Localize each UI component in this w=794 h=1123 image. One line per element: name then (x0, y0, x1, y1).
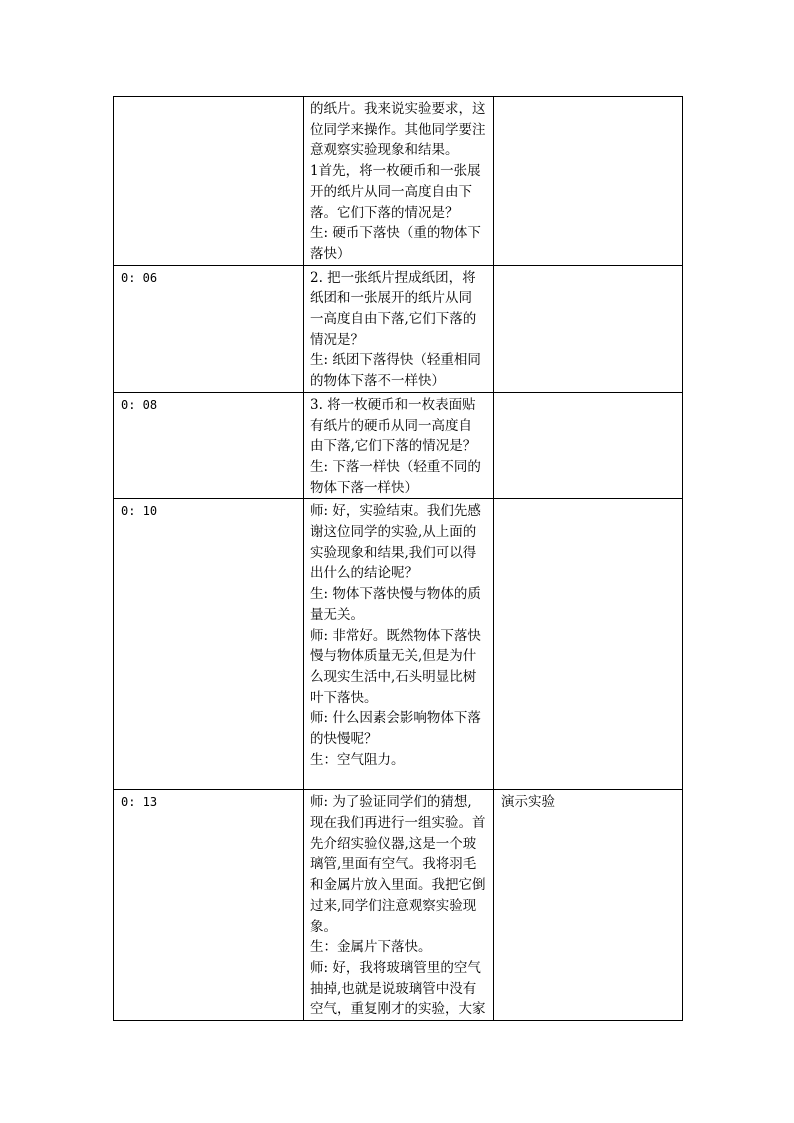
time-label: 0: 10 (121, 504, 158, 519)
dialogue-line: 谢这位同学的实验,从上面的 (310, 524, 477, 541)
lesson-plan-table (113, 96, 683, 1021)
dialogue-line: 3. 将一枚硬币和一枚表面贴 (310, 396, 476, 413)
time-cell (114, 265, 304, 392)
dialogue-line: 空气，重复刚才的实验，大家 (310, 1001, 486, 1018)
dialogue-line: 有纸片的硬币从同一高度自 (310, 417, 472, 434)
dialogue-line: 生: 物体下落快慢与物体的质 (310, 586, 481, 603)
dialogue-line: 物体下落一样快） (310, 479, 418, 496)
time-label: 0: 13 (121, 795, 158, 810)
method-cell (494, 499, 683, 790)
dialogue-line: 的快慢呢？ (310, 731, 378, 748)
time-cell (114, 790, 304, 1021)
time-cell (114, 499, 304, 790)
method-label: 演示实验 (501, 794, 555, 811)
dialogue-cell (304, 97, 494, 266)
method-label (494, 393, 682, 395)
method-cell (494, 265, 683, 392)
dialogue-line: 的纸片。我来说实验要求，这 (310, 101, 486, 117)
table-row (114, 499, 683, 790)
table-row (114, 392, 683, 499)
table-row (114, 97, 683, 266)
dialogue-line: 纸团和一张展开的纸片从同 (310, 290, 472, 307)
dialogue-line: 落。它们下落的情况是？ (310, 204, 459, 221)
dialogue-line: 生: 纸团下落得快（轻重相同 (310, 352, 481, 369)
dialogue-line: 一高度自由下落,它们下落的 (310, 311, 477, 328)
dialogue-line: 由下落,它们下落的情况是？ (310, 438, 477, 455)
dialogue-line: 象。 (310, 918, 337, 935)
dialogue-line: 叶下落快。 (310, 689, 378, 706)
dialogue-line: 现在我们再进行一组实验。首 (310, 815, 486, 832)
dialogue-line: 师: 好，实验结束。我们先感 (310, 503, 481, 520)
dialogue-cell (304, 790, 494, 1021)
dialogue-line: 师: 为了验证同学们的猜想, (310, 794, 472, 811)
dialogue-line: 先介绍实验仪器,这是一个玻 (310, 835, 477, 852)
table-row (114, 265, 683, 392)
dialogue-line: 的物体下落不一样快） (310, 373, 445, 390)
method-cell (494, 790, 683, 1021)
table-body (114, 97, 683, 1021)
dialogue-line: 璃管,里面有空气。我将羽毛 (310, 856, 477, 873)
dialogue-line: 开的纸片从同一高度自由下 (310, 183, 472, 200)
dialogue-cell (304, 265, 494, 392)
dialogue-line: 位同学来操作。其他同学要注 (310, 121, 486, 138)
dialogue-line: 生: 硬币下落快（重的物体下 (310, 225, 481, 242)
dialogue-cell (304, 392, 494, 499)
dialogue-line: 实验现象和结果,我们可以得 (310, 544, 477, 561)
dialogue-line: 抽掉,也就是说玻璃管中没有 (310, 980, 477, 997)
dialogue-line: 师: 非常好。既然物体下落快 (310, 627, 481, 644)
method-cell (494, 97, 683, 266)
method-label (494, 266, 682, 268)
dialogue-line: 和金属片放入里面。我把它倒 (310, 877, 486, 894)
time-label (114, 97, 303, 99)
time-cell (114, 97, 304, 266)
dialogue-line: 师: 什么因素会影响物体下落 (310, 710, 481, 727)
dialogue-line: 生: 下落一样快（轻重不同的 (310, 458, 481, 475)
dialogue-cell (304, 499, 494, 790)
table-row (114, 790, 683, 1021)
dialogue-line: 情况是？ (310, 331, 364, 348)
dialogue-line: 生：金属片下落快。 (310, 939, 432, 956)
dialogue-line: 量无关。 (310, 606, 364, 623)
dialogue-line: 意观察实验现象和结果。 (310, 142, 459, 159)
time-cell (114, 392, 304, 499)
method-label (494, 499, 682, 501)
dialogue-line: 2. 把一张纸片捏成纸团，将 (310, 269, 476, 286)
dialogue-line: 生：空气阻力。 (310, 751, 405, 768)
dialogue-line: 么现实生活中,石头明显比树 (310, 668, 477, 685)
method-label (494, 97, 682, 99)
dialogue-line: 过来,同学们注意观察实验现 (310, 897, 477, 914)
time-label: 0: 06 (121, 270, 158, 285)
dialogue-line: 1首先，将一枚硬币和一张展 (310, 163, 481, 180)
dialogue-line: 慢与物体质量无关,但是为什 (310, 648, 477, 665)
time-label: 0: 08 (121, 397, 158, 412)
dialogue-line: 落快） (310, 245, 351, 262)
method-cell (494, 392, 683, 499)
dialogue-line: 师: 好，我将玻璃管里的空气 (310, 959, 481, 976)
dialogue-line: 出什么的结论呢？ (310, 565, 418, 582)
